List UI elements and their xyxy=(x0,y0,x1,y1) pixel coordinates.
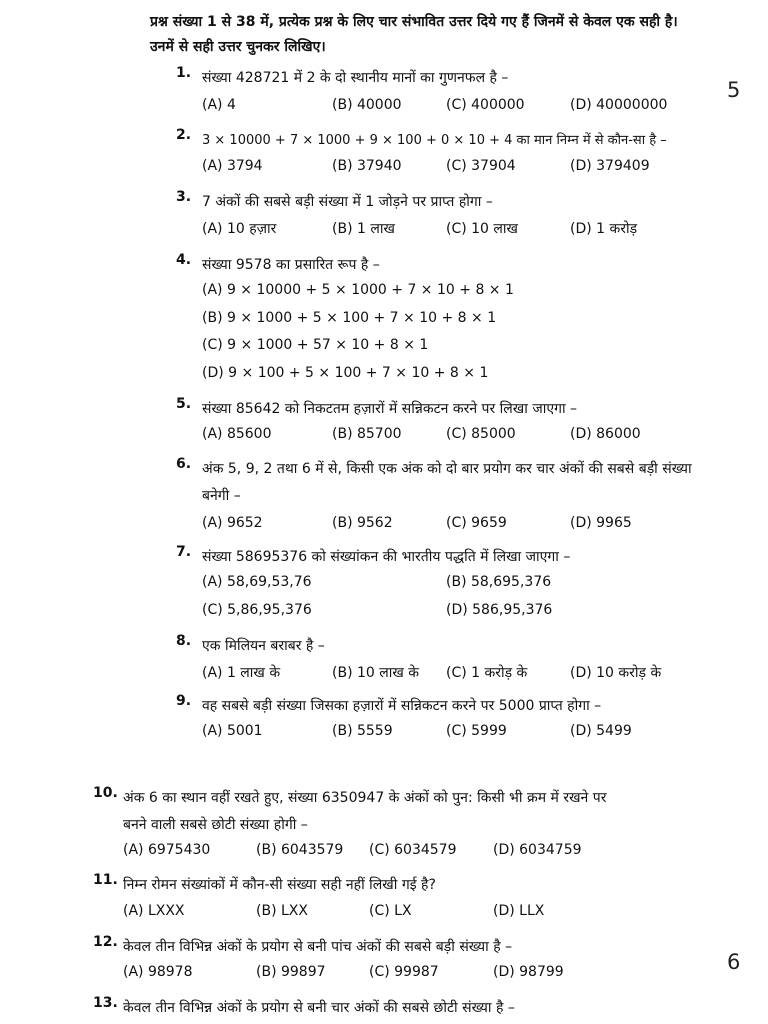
option-a[interactable]: (A) 58,69,53,76 xyxy=(202,574,312,590)
option-a[interactable]: (A) 9 × 10000 + 5 × 1000 + 7 × 10 + 8 × 1 xyxy=(202,282,514,298)
option-c[interactable]: (C) 9659 xyxy=(446,515,507,531)
question-text: 7 अंकों की सबसे बड़ी संख्या में 1 जोड़ने पर प्राप्त होगा – xyxy=(202,194,493,210)
question-text: संख्या 428721 में 2 के दो स्थानीय मानों का गुणनफल है – xyxy=(202,70,509,86)
question-number: 2. xyxy=(176,127,192,143)
option-d[interactable]: (D) 5499 xyxy=(570,723,632,739)
option-a[interactable]: (A) 5001 xyxy=(202,723,263,739)
option-a[interactable]: (A) 98978 xyxy=(123,964,193,980)
question-number: 11. xyxy=(93,872,118,888)
option-c[interactable]: (C) 9 × 1000 + 57 × 10 + 8 × 1 xyxy=(202,337,429,353)
question-number: 3. xyxy=(176,189,192,205)
option-b[interactable]: (B) 99897 xyxy=(256,964,326,980)
question-3 xyxy=(176,189,716,249)
option-d[interactable]: (D) 40000000 xyxy=(570,97,668,113)
question-7 xyxy=(176,544,716,628)
option-d[interactable]: (D) 9965 xyxy=(570,515,632,531)
option-b[interactable]: (B) 9562 xyxy=(332,515,393,531)
question-number: 1. xyxy=(176,65,192,81)
option-c[interactable]: (C) 5,86,95,376 xyxy=(202,602,312,618)
question-1 xyxy=(176,65,716,125)
option-c[interactable]: (C) 37904 xyxy=(446,158,516,174)
question-text: केवल तीन विभिन्न अंकों के प्रयोग से बनी चार अंकों की सबसे छोटी संख्या है – xyxy=(123,1000,515,1016)
option-c[interactable]: (C) 1 करोड़ के xyxy=(446,665,528,681)
option-c[interactable]: (C) 5999 xyxy=(446,723,507,739)
instructions: प्रश्न संख्या 1 से 38 में, प्रत्येक प्रश्न के लिए चार संभावित उत्तर दिये गए हैं जिनमें से केवल एक सही है। उनमें से सही उत्तर चुनकर लिखिए। xyxy=(150,14,678,55)
question-text: संख्या 9578 का प्रसारित रूप है – xyxy=(202,257,380,273)
question-text: निम्न रोमन संख्यांकों में कौन-सी संख्या सही नहीं लिखी गई है? xyxy=(123,877,436,893)
option-d[interactable]: (D) 86000 xyxy=(570,426,641,442)
question-number: 6. xyxy=(176,456,192,472)
option-c[interactable]: (C) LX xyxy=(369,903,412,919)
option-a[interactable]: (A) 4 xyxy=(202,97,236,113)
option-d[interactable]: (D) 98799 xyxy=(493,964,564,980)
question-11 xyxy=(93,872,633,932)
question-text: अंक 5, 9, 2 तथा 6 में से, किसी एक अंक को दो बार प्रयोग कर चार अंकों की सबसे बड़ी संख्या बनेगी – xyxy=(202,461,692,504)
option-c[interactable]: (C) 99987 xyxy=(369,964,439,980)
option-b[interactable]: (B) 1 लाख xyxy=(332,221,395,237)
option-a[interactable]: (A) LXXX xyxy=(123,903,185,919)
question-number: 5. xyxy=(176,396,192,412)
question-number: 7. xyxy=(176,544,192,560)
question-5 xyxy=(176,396,716,456)
option-b[interactable]: (B) 40000 xyxy=(332,97,402,113)
question-text: केवल तीन विभिन्न अंकों के प्रयोग से बनी पांच अंकों की सबसे बड़ी संख्या है – xyxy=(123,939,513,955)
question-text: संख्या 85642 को निकटतम हज़ारों में सन्निकटन करने पर लिखा जाएगा – xyxy=(202,401,578,417)
option-a[interactable]: (A) 85600 xyxy=(202,426,272,442)
option-a[interactable]: (A) 1 लाख के xyxy=(202,665,281,681)
option-c[interactable]: (C) 6034579 xyxy=(369,842,457,858)
option-d[interactable]: (D) 586,95,376 xyxy=(446,602,553,618)
question-2 xyxy=(176,127,716,187)
option-c[interactable]: (C) 85000 xyxy=(446,426,516,442)
option-b[interactable]: (B) 37940 xyxy=(332,158,402,174)
option-d[interactable]: (D) 10 करोड़ के xyxy=(570,665,662,681)
page-number-top: 5 xyxy=(727,78,741,102)
question-text: अंक 6 का स्थान वहीं रखते हुए, संख्या 6350947 के अंकों को पुन: किसी भी क्रम में रखने पर बनने वाली सबसे छोटी संख्या होगी – xyxy=(123,790,607,833)
option-d[interactable]: (D) 9 × 100 + 5 × 100 + 7 × 10 + 8 × 1 xyxy=(202,365,489,381)
question-6 xyxy=(176,456,716,540)
option-c[interactable]: (C) 10 लाख xyxy=(446,221,518,237)
question-text: एक मिलियन बराबर है – xyxy=(202,638,325,654)
question-8 xyxy=(176,633,716,693)
option-b[interactable]: (B) 6043579 xyxy=(256,842,344,858)
page-number-bottom: 6 xyxy=(727,950,741,974)
question-text: वह सबसे बड़ी संख्या जिसका हज़ारों में सन्निकटन करने पर 5000 प्राप्त होगा – xyxy=(202,698,602,714)
option-b[interactable]: (B) 10 लाख के xyxy=(332,665,420,681)
option-a[interactable]: (A) 3794 xyxy=(202,158,263,174)
option-d[interactable]: (D) LLX xyxy=(493,903,545,919)
option-a[interactable]: (A) 10 हज़ार xyxy=(202,221,277,237)
question-number: 13. xyxy=(93,995,118,1011)
question-4 xyxy=(176,252,716,392)
question-10 xyxy=(93,785,633,869)
question-number: 4. xyxy=(176,252,192,268)
option-b[interactable]: (B) LXX xyxy=(256,903,308,919)
question-9 xyxy=(176,693,716,753)
option-d[interactable]: (D) 1 करोड़ xyxy=(570,221,638,237)
option-b[interactable]: (B) 9 × 1000 + 5 × 100 + 7 × 10 + 8 × 1 xyxy=(202,310,497,326)
question-13 xyxy=(93,995,633,1023)
question-number: 12. xyxy=(93,934,118,950)
option-d[interactable]: (D) 379409 xyxy=(570,158,650,174)
question-text: संख्या 58695376 को संख्यांकन की भारतीय पद्धति में लिखा जाएगा – xyxy=(202,549,571,565)
option-a[interactable]: (A) 9652 xyxy=(202,515,263,531)
question-number: 10. xyxy=(93,785,118,801)
question-number: 8. xyxy=(176,633,192,649)
option-b[interactable]: (B) 5559 xyxy=(332,723,393,739)
question-text: 3 × 10000 + 7 × 1000 + 9 × 100 + 0 × 10 + 4 का मान निम्न में से कौन-सा है – xyxy=(202,133,667,148)
option-b[interactable]: (B) 58,695,376 xyxy=(446,574,552,590)
option-b[interactable]: (B) 85700 xyxy=(332,426,402,442)
question-12 xyxy=(93,934,633,994)
option-d[interactable]: (D) 6034759 xyxy=(493,842,582,858)
option-a[interactable]: (A) 6975430 xyxy=(123,842,211,858)
question-number: 9. xyxy=(176,693,192,709)
option-c[interactable]: (C) 400000 xyxy=(446,97,525,113)
